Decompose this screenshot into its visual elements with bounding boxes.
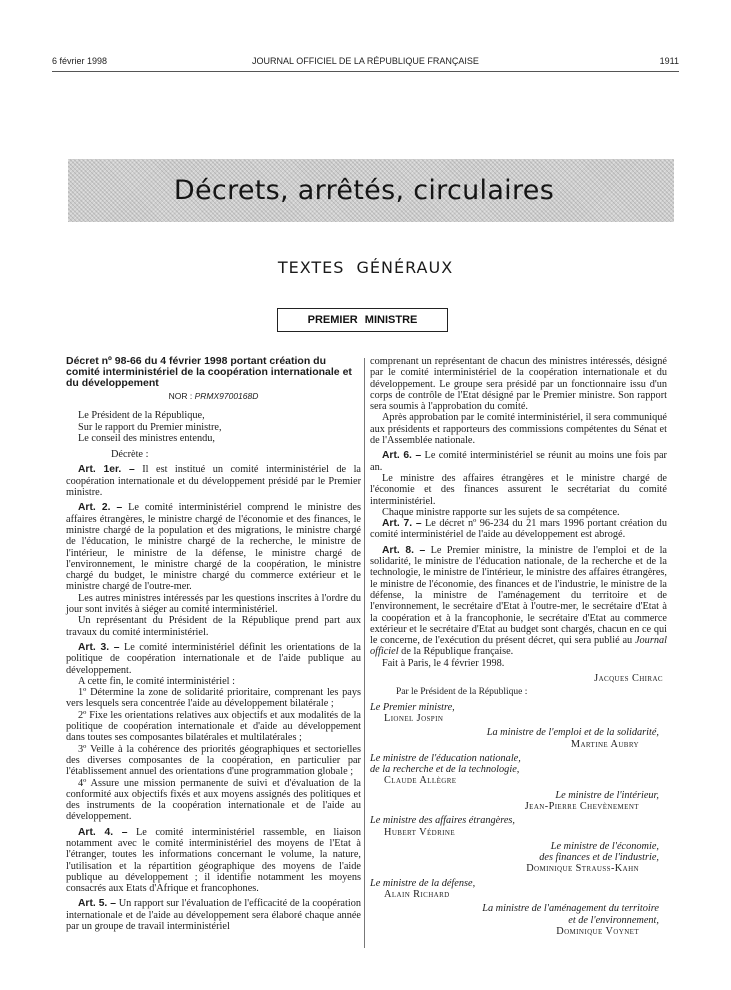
article-paragraph: Le ministre des affaires étrangères et le ministre chargé de l'économie et des finances assurent le secrétariat du comité interministériel. [370,472,667,507]
article-paragraph: Chaque ministre rapporte sur les sujets de sa compétence. [382,506,620,518]
article-text: Le comité interministériel se réunit au moins une fois par an. [370,450,667,473]
signatory-title: Le ministre des affaires étrangères, [370,815,516,827]
article-label: Art. 3. – [78,641,120,653]
article-5-continued: comprenant un représentant de chacun des ministres intéressés, désigné par le comité interministériel de la coopération internationale et du développement. Le groupe sera présidé par un fonctionnaire issu d'un corps de contrôle de l'Etat désigné par le Premier ministre. Son rapport sera soumis à l'approbation du comité. [370,356,667,413]
section-title: TEXTES GÉNÉRAUX [277,258,454,277]
preamble-line: Le Président de la République, [78,410,205,422]
signatory-block [370,790,667,813]
signatory-block [370,753,667,787]
signatory-block [370,903,667,937]
journal-officiel-italic: Journal officiel [370,635,667,658]
column-divider [364,358,365,948]
signatory-title: Le ministre de l'éducation nationale, [370,752,521,764]
running-head [52,56,679,70]
preamble-line: Le conseil des ministres entendu, [78,432,215,444]
article-paragraph: Les autres ministres intéressés par les questions inscrites à l'ordre du jour sont invités à siéger au comité interministériel. [66,592,361,616]
decrete-heading: Décrète : [111,449,149,461]
article-1 [66,464,361,498]
section-banner [68,159,674,222]
signatory-name: Dominique Voynet [556,925,639,937]
article-label: Art. 7. – [382,518,422,530]
signatory-block [370,702,667,725]
signatory-block [370,815,667,838]
article-text: Le comité interministériel rassemble, en liaison notamment avec le comité interministériel des moyens de l'Etat à l'étranger, toutes les informations concernant le volume, la nature, l'utilisation et la répartition géographique des moyens de l'aide publique au développement ; il identifie notamment les moyens consacrés aux Etats d'Afrique et francophones. [66,826,361,895]
signatory-title: Le Premier ministre, [370,701,455,713]
article-5 [66,898,361,932]
issue-date: 6 février 1998 [52,56,108,66]
article-7 [370,518,667,541]
article-label: Art. 5. – [78,898,116,910]
article-text: Le comité interministériel comprend le ministre des affaires étrangères, le ministre chargé de l'économie et des finances, le ministre chargé de la population et des migrations, le ministre chargé de l'éducation, le ministre chargé de la recherche, le ministre de l'intérieur, le ministre de la défense, le ministre chargé de l'environnement, le ministre chargé de la coopération, le ministre chargé du budget, le ministre chargé du commerce extérieur et le ministre chargé de l'outre-mer. [66,502,361,593]
decree-title: Décret nº 98-66 du 4 février 1998 portant création du comité interministériel de la coopération internationale et du développement [66,355,352,389]
signatory-title: des finances et de l'industrie, [539,852,659,864]
nor-reference [66,391,361,402]
signatory-title: La ministre de l'aménagement du territoire [482,903,659,915]
article-label: Art. 1er. – [78,464,135,476]
article-paragraph: A cette fin, le comité interministériel : [78,675,235,687]
article-item: 4º Assure une mission permanente de suivi et d'évaluation de la conformité aux objectifs fixés et aux moyens assignés des politiques et des instruments de la coopération internationale et de l'aide au développement. [66,777,361,823]
article-label: Art. 8. – [382,544,426,556]
journal-title: JOURNAL OFFICIEL DE LA RÉPUBLIQUE FRANÇAISE [252,56,479,66]
signatory-block [370,841,667,875]
signatory-name: Alain Richard [384,889,450,901]
signatory-name: Hubert Védrine [384,826,456,838]
signatory-name: Martine Aubry [570,738,639,750]
article-label: Art. 2. – [78,502,123,514]
signatory-title: Le ministre de la défense, [370,877,476,889]
by-president: Par le Président de la République : [396,687,528,698]
signatory-name: Dominique Strauss-Kahn [526,863,639,875]
nor-label: NOR : [168,391,193,401]
header-rule [52,71,679,72]
article-text: Le Premier ministre, la ministre de l'emploi et de la solidarité, le ministre de l'éducation nationale, de la recherche et de la technologie, le ministre de l'intérieur, le ministre des affaires étrangères, le ministre de l'économie, des finances et de l'industrie, le ministre de la défense, la ministre de l'aménagement du territoire et de l'environnement, le secrétaire d'Etat à l'outre-mer, le secrétaire d'Etat à la coopération et à la francophonie, le secrétaire d'Etat au commerce extérieur et le secrétaire d'Etat au budget sont chargés, chacun en ce qui le concerne, de l'exécution du présent décret, qui sera publié au [370,544,667,647]
article-item: 2º Fixe les orientations relatives aux objectifs et aux modalités de la politique de coopération internationale et d'aide au développement dans toutes ses composantes bilatérales et multilatérales ; [66,709,361,744]
article-text: Il est institué un comité interministériel de la coopération internationale et du développement présidé par le Premier ministre. [66,464,362,499]
signatories [370,702,667,938]
column-right [370,356,667,937]
article-label: Art. 4. – [78,826,128,838]
article-label: Art. 6. – [382,450,422,462]
page-number: 1911 [659,56,679,66]
article-paragraph: Après approbation par le comité interministériel, il sera communiqué aux présidents et rapporteurs des commissions compétentes du Sénat et de l'Assemblée nationale. [370,412,667,447]
signatory-title: et de l'environnement, [568,914,659,926]
signatory-name: Claude Allègre [384,775,457,787]
president-name: Jacques Chirac [594,673,663,685]
signatory-block [370,727,667,750]
signatory-name: Lionel Jospin [384,712,444,724]
article-text: Le comité interministériel définit les orientations de la politique de coopération internationale et de l'aide publique au développement. [66,641,361,676]
preamble-line: Sur le rapport du Premier ministre, [78,421,222,433]
signatory-title: de la recherche et de la technologie, [370,764,520,776]
signatory-title: Le ministre de l'intérieur, [555,789,659,801]
article-paragraph: Un représentant du Président de la République prend part aux travaux du comité interministériel. [66,615,361,638]
article-3 [66,642,361,676]
article-8 [370,545,667,658]
article-item: 1º Détermine la zone de solidarité prioritaire, comprenant les pays vers lesquels sera concentrée l'aide au développement bilatérale ; [66,687,361,710]
signatory-title: La ministre de l'emploi et de la solidarité, [486,727,659,739]
signatory-title: Le ministre de l'économie, [550,840,659,852]
article-text-end: de la République française. [398,646,514,658]
article-2 [66,502,361,592]
signatory-name: Jean-Pierre Chevènement [524,800,639,812]
column-left [66,356,361,932]
article-6 [370,450,667,473]
article-text: Le décret nº 96-234 du 21 mars 1996 portant création du comité interministériel de l'aide au développement est abrogé. [370,518,667,541]
article-item: 3º Veille à la cohérence des priorités géographiques et sectorielles des diverses composantes de la coopération, en particulier par l'établissement annuel des orientations d'une programmation globale ; [66,743,361,778]
signatory-block [370,878,667,901]
ministry-heading: PREMIER MINISTRE [277,308,448,332]
done-at: Fait à Paris, le 4 février 1998. [382,657,505,669]
nor-code: PRMX9700168D [194,391,259,401]
banner-title: Décrets, arrêtés, circulaires [173,175,555,206]
article-text: Un rapport sur l'évaluation de l'efficacité de la coopération internationale et de l'aide au développement sera élaboré chaque année par un groupe de travail interministériel [66,898,361,933]
article-4 [66,827,361,895]
